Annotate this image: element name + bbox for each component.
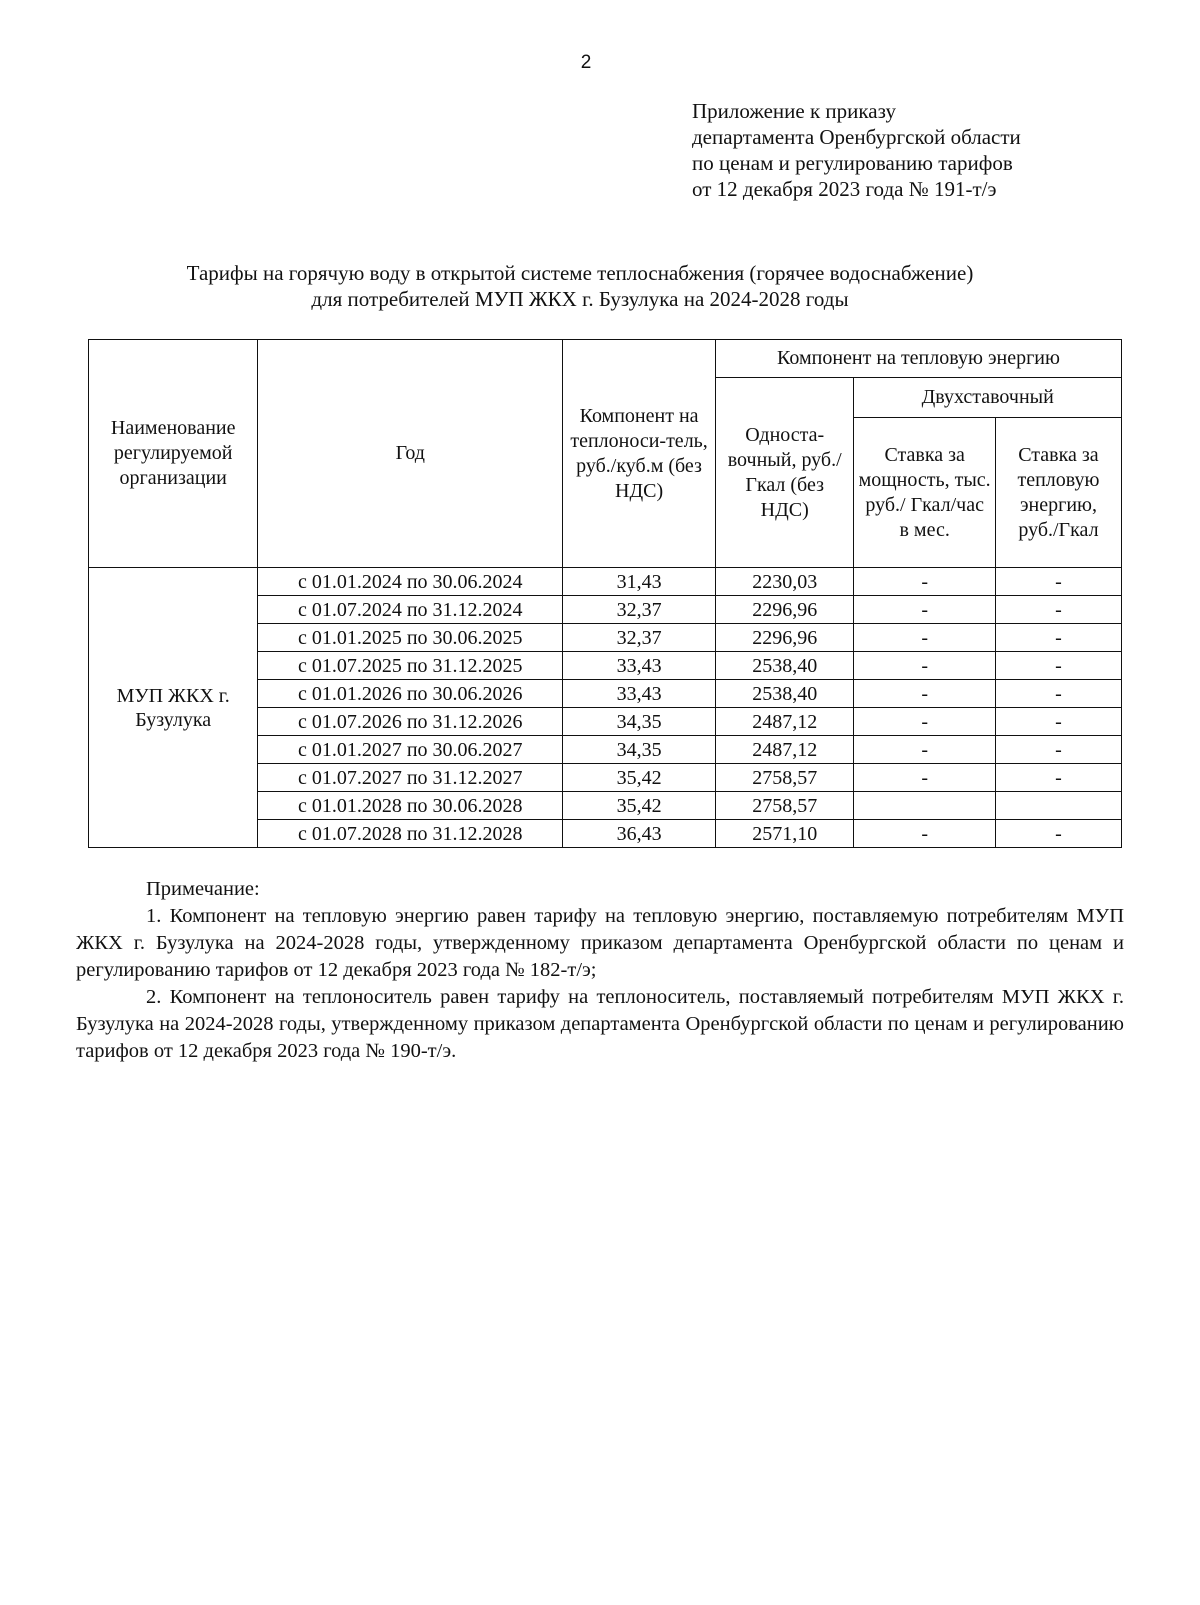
capacity-rate-cell: [854, 792, 996, 820]
capacity-rate-cell: -: [854, 624, 996, 652]
energy-rate-cell: [995, 792, 1121, 820]
capacity-rate-cell: -: [854, 736, 996, 764]
energy-rate-cell: -: [995, 568, 1121, 596]
document-title: [80, 260, 1080, 312]
single-rate-cell: 2538,40: [716, 652, 854, 680]
capacity-rate-cell: -: [854, 568, 996, 596]
period-cell: с 01.01.2028 по 30.06.2028: [258, 792, 563, 820]
header-energy-rate: Ставка за тепловую энергию, руб./Гкал: [995, 418, 1121, 568]
header-carrier-component: Компонент на теплоноси-тель, руб./куб.м (без НДС): [563, 340, 716, 568]
capacity-rate-cell: -: [854, 680, 996, 708]
capacity-rate-cell: -: [854, 652, 996, 680]
organization-cell: МУП ЖКХ г. Бузулука: [89, 568, 258, 848]
energy-rate-cell: -: [995, 652, 1121, 680]
single-rate-cell: 2758,57: [716, 792, 854, 820]
single-rate-cell: 2571,10: [716, 820, 854, 848]
header-organization: Наименование регулируемой организации: [89, 340, 258, 568]
single-rate-cell: 2758,57: [716, 764, 854, 792]
appendix-line: от 12 декабря 2023 года № 191-т/э: [692, 177, 997, 201]
period-cell: с 01.01.2027 по 30.06.2027: [258, 736, 563, 764]
header-energy-component: Компонент на тепловую энергию: [716, 340, 1122, 378]
header-year: Год: [258, 340, 563, 568]
header-two-rate: Двухставочный: [854, 378, 1122, 418]
carrier-cell: 33,43: [563, 680, 716, 708]
period-cell: с 01.07.2028 по 31.12.2028: [258, 820, 563, 848]
appendix-reference: [692, 98, 1021, 202]
energy-rate-cell: -: [995, 596, 1121, 624]
header-capacity-rate: Ставка за мощность, тыс. руб./ Гкал/час в мес.: [854, 418, 996, 568]
carrier-cell: 32,37: [563, 624, 716, 652]
energy-rate-cell: -: [995, 736, 1121, 764]
single-rate-cell: 2296,96: [716, 596, 854, 624]
title-line-1: Тарифы на горячую воду в открытой системе теплоснабжения (горячее водоснабжение): [186, 261, 974, 285]
appendix-line: по ценам и регулированию тарифов: [692, 151, 1013, 175]
period-cell: с 01.07.2025 по 31.12.2025: [258, 652, 563, 680]
capacity-rate-cell: -: [854, 820, 996, 848]
energy-rate-cell: -: [995, 680, 1121, 708]
capacity-rate-cell: -: [854, 596, 996, 624]
period-cell: с 01.01.2026 по 30.06.2026: [258, 680, 563, 708]
carrier-cell: 35,42: [563, 764, 716, 792]
note-item-2: 2. Компонент на теплоноситель равен тарифу на теплоноситель, поставляемый потребителям МУП ЖКХ г. Бузулука на 2024-2028 годы, утвержденному приказом департамента Оренбургской области по ценам и регулированию тарифов от 12 декабря 2023 года № 190-т/э.: [76, 986, 1124, 1062]
capacity-rate-cell: -: [854, 708, 996, 736]
energy-rate-cell: -: [995, 820, 1121, 848]
table-row: [89, 568, 1122, 596]
single-rate-cell: 2296,96: [716, 624, 854, 652]
energy-rate-cell: -: [995, 764, 1121, 792]
note-section: [76, 876, 1124, 1065]
energy-rate-cell: -: [995, 624, 1121, 652]
period-cell: с 01.07.2027 по 31.12.2027: [258, 764, 563, 792]
tariff-table: [88, 339, 1122, 848]
single-rate-cell: 2487,12: [716, 708, 854, 736]
note-heading: Примечание:: [146, 878, 260, 900]
carrier-cell: 32,37: [563, 596, 716, 624]
single-rate-cell: 2538,40: [716, 680, 854, 708]
period-cell: с 01.01.2025 по 30.06.2025: [258, 624, 563, 652]
appendix-line: Приложение к приказу: [692, 99, 896, 123]
energy-rate-cell: -: [995, 708, 1121, 736]
carrier-cell: 36,43: [563, 820, 716, 848]
capacity-rate-cell: -: [854, 764, 996, 792]
period-cell: с 01.01.2024 по 30.06.2024: [258, 568, 563, 596]
single-rate-cell: 2487,12: [716, 736, 854, 764]
title-line-2: для потребителей МУП ЖКХ г. Бузулука на 2024-2028 годы: [311, 287, 849, 311]
period-cell: с 01.07.2024 по 31.12.2024: [258, 596, 563, 624]
carrier-cell: 34,35: [563, 736, 716, 764]
appendix-line: департамента Оренбургской области: [692, 125, 1021, 149]
carrier-cell: 31,43: [563, 568, 716, 596]
header-single-rate: Односта-вочный, руб./Гкал (без НДС): [716, 378, 854, 568]
page-number: 2: [580, 52, 592, 73]
period-cell: с 01.07.2026 по 31.12.2026: [258, 708, 563, 736]
note-item-1: 1. Компонент на тепловую энергию равен тарифу на тепловую энергию, поставляемую потребителям МУП ЖКХ г. Бузулука на 2024-2028 годы, утвержденному приказом департамента Оренбургской области по ценам и регулированию тарифов от 12 декабря 2023 года № 182-т/э;: [76, 905, 1124, 981]
single-rate-cell: 2230,03: [716, 568, 854, 596]
carrier-cell: 34,35: [563, 708, 716, 736]
carrier-cell: 33,43: [563, 652, 716, 680]
carrier-cell: 35,42: [563, 792, 716, 820]
